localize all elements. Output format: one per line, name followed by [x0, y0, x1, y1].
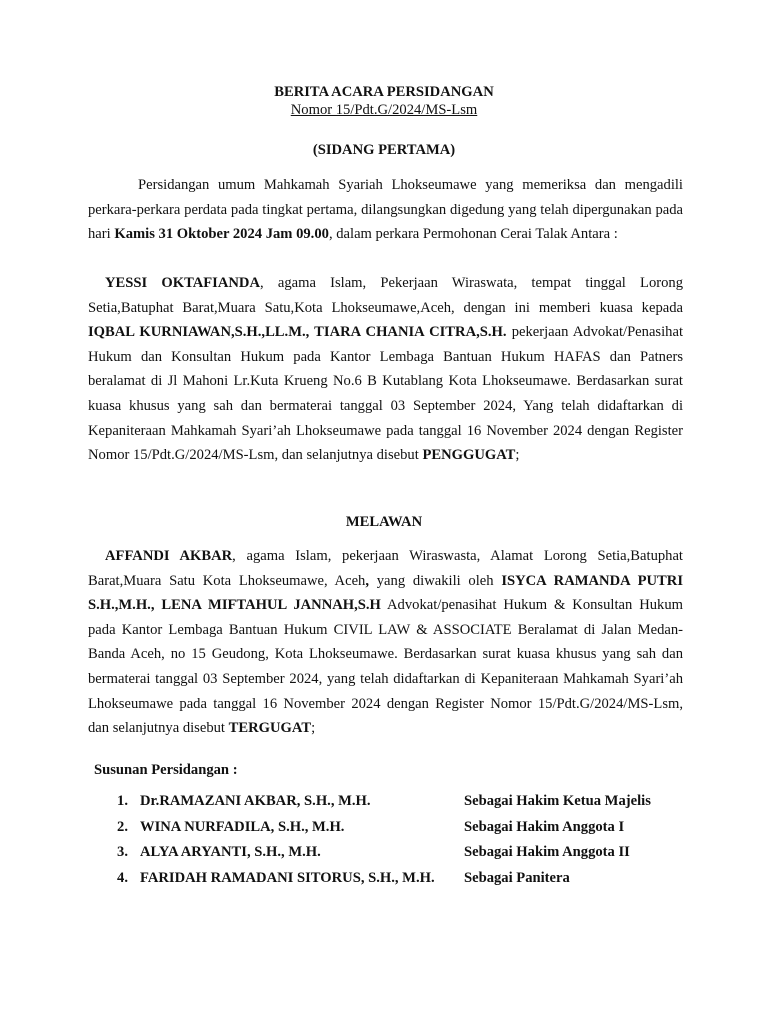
list-number: 2. — [117, 818, 128, 835]
plaintiff-attorneys: IQBAL KURNIAWAN,S.H.,LL.M., TIARA CHANIA CITRA,S.H. — [88, 324, 507, 341]
case-number: Nomor 15/Pdt.G/2024/MS-Lsm — [290, 102, 478, 118]
member-name: ALYA ARYANTI, S.H., M.H. — [140, 844, 321, 860]
plaintiff-attorney-details: pekerjaan Advokat/Penasihat Hukum dan Konsultan Hukum pada Kantor Lembaga Bantuan Hukum HAFAS dan Patners beralamat di Jl Mahoni Lr.Kuta Krueng No.6 B Kutablang Kota Lhokseumawe. Berdasarkan surat kuasa khusus yang sah dan bermaterai tanggal 03 September 2024, Yang telah didaftarkan di Kepaniteraan Mahkamah Syari’ah Lhokseumawe pada tanggal 16 November 2024 dengan Register Nomor 15/Pdt.G/2024/MS-Lsm, dan selanjutnya disebut — [88, 324, 683, 464]
defendant-paragraph — [88, 544, 683, 741]
member-name: WINA NURFADILA, S.H., M.H. — [140, 818, 345, 835]
punctuation: ; — [311, 720, 316, 737]
session-heading: (SIDANG PERTAMA) — [312, 142, 456, 158]
versus-heading: MELAWAN — [345, 514, 423, 530]
plaintiff-paragraph — [88, 271, 683, 468]
member-role: Sebagai Hakim Ketua Majelis — [464, 793, 651, 809]
punctuation: ; — [515, 447, 520, 464]
document-title: BERITA ACARA PERSIDANGAN — [274, 84, 494, 100]
list-number: 3. — [117, 844, 128, 860]
defendant-represented: yang diwakili oleh — [369, 572, 502, 589]
punctuation: , — [365, 572, 370, 589]
list-number: 1. — [117, 793, 128, 809]
plaintiff-role: PENGGUGAT — [422, 447, 516, 464]
opening-paragraph — [88, 173, 683, 247]
defendant-attorney-details: Advokat/penasihat Hukum & Konsultan Hukum pada Kantor Lembaga Bantuan Hukum CIVIL LAW & ASSOCIATE Beralamat di Jalan Medan-Banda Aceh, no 15 Geudong, Kota Lhokseumawe. Berdasarkan surat kuasa khusus yang sah dan bermaterai tanggal 03 September 2024, yang telah didaftarkan di Kepaniteraan Mahkamah Syari’ah Lhokseumawe pada tanggal 16 November 2024 dengan Register Nomor 15/Pdt.G/2024/MS-Lsm, dan selanjutnya disebut — [88, 597, 683, 737]
panel-composition-label: Susunan Persidangan : — [94, 762, 238, 778]
defendant-role: TERGUGAT — [228, 720, 312, 737]
defendant-details: , agama Islam, pekerjaan Wiraswasta, Alamat Lorong Setia,Batuphat Barat,Muara Satu Kota Lhokseumawe, Aceh — [88, 548, 683, 589]
member-role: Sebagai Hakim Anggota I — [464, 818, 625, 835]
plaintiff-details: , agama Islam, Pekerjaan Wiraswata, tempat tinggal Lorong Setia,Batuphat Barat,Muara Satu,Kota Lhokseumawe,Aceh, dengan ini memberi kuasa kepada — [88, 275, 683, 316]
member-name: Dr.RAMAZANI AKBAR, S.H., M.H. — [140, 793, 371, 809]
member-role: Sebagai Panitera — [464, 869, 570, 886]
list-number: 4. — [117, 869, 128, 886]
defendant-name: AFFANDI AKBAR — [105, 548, 233, 564]
opening-text: Persidangan umum Mahkamah Syariah Lhokseumawe yang memeriksa dan mengadili perkara-perkara perdata pada tingkat pertama, dilangsungkan digedung yang telah dipergunakan pada hari — [88, 177, 683, 243]
member-role: Sebagai Hakim Anggota II — [464, 844, 630, 860]
member-name: FARIDAH RAMADANI SITORUS, S.H., M.H. — [140, 869, 435, 886]
hearing-date: Kamis 31 Oktober 2024 Jam 09.00 — [114, 226, 329, 243]
opening-text-end: , dalam perkara Permohonan Cerai Talak Antara : — [328, 226, 618, 243]
plaintiff-name: YESSI OKTAFIANDA — [105, 275, 261, 291]
defendant-attorneys: ISYCA RAMANDA PUTRI S.H.,M.H., LENA MIFTAHUL JANNAH,S.H — [88, 572, 684, 614]
